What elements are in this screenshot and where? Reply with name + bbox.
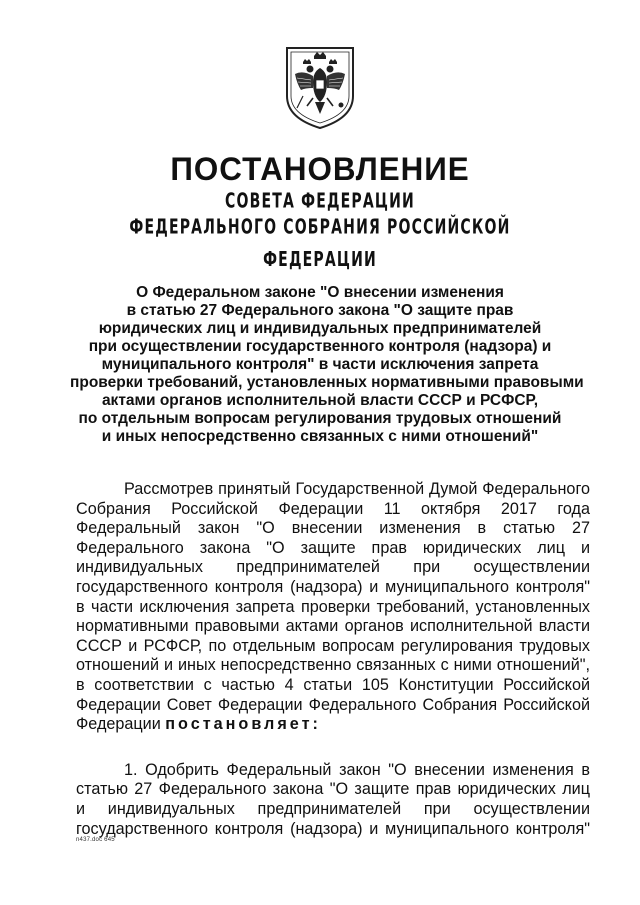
resolution-subject [70, 284, 584, 446]
body-line-final [76, 715, 590, 735]
body-line: статью 27 Федерального закона "О защите прав юридических лиц [76, 780, 590, 799]
coat-of-arms-emblem [283, 44, 357, 130]
double-headed-eagle-icon [283, 44, 357, 130]
preamble-paragraph [76, 480, 590, 735]
subject-line: юридических лиц и индивидуальных предпринимателей [98, 320, 542, 337]
body-line: в части исключения запрета проверки требований, установленных [76, 597, 590, 616]
body-line: Федеральный закон "О внесении изменения в статью 27 [76, 519, 590, 538]
subject-line: при осуществлении государственного контроля (надзора) и [88, 338, 552, 355]
body-line: отношений и иных непосредственно связанных с ними отношений", [76, 656, 590, 675]
subject-line: актами органов исполнительной власти СССР и РСФСР, [101, 392, 539, 409]
subject-line: в статью 27 Федерального закона "О защите прав [126, 302, 514, 319]
body-line: Собрания Российской Федерации 11 октября 2017 года [76, 499, 590, 518]
subject-line: муниципального контроля" в части исключения запрета [101, 356, 539, 373]
subject-line: О Федеральном законе "О внесении изменения [136, 284, 504, 301]
body-line: 1. Одобрить Федеральный закон "О внесении изменения в [124, 760, 590, 779]
body-line: Рассмотрев принятый Государственной Думой Федерального [124, 480, 590, 498]
body-line: индивидуальных предпринимателей при осуществлении [76, 558, 590, 577]
body-line: Федерального закона "О защите прав юридических лиц и [76, 538, 590, 557]
body-line: в соответствии с частью 4 статьи 105 Конституции Российской [76, 675, 590, 694]
clause-1-paragraph [76, 761, 590, 839]
body-line: нормативными правовыми актами органов исполнительной власти [76, 617, 590, 636]
body-line: государственного контроля (надзора) и муниципального контроля" [76, 577, 590, 596]
body-line-prefix: Федерации [76, 715, 166, 734]
file-reference: n437.doc 645 [76, 837, 115, 843]
body-line: и индивидуальных предпринимателей при осуществлении [76, 799, 590, 818]
body-line: СССР и РСФСР, по отдельным вопросам регулирования трудовых [76, 636, 590, 655]
document-header [0, 150, 640, 272]
body-line: государственного контроля (надзора) и муниципального контроля" [76, 819, 590, 838]
subject-line: и иных непосредственно связанных с ними отношений" [101, 428, 539, 445]
resolves-keyword: постановляет: [165, 715, 321, 734]
issuer-line-1: СОВЕТА ФЕДЕРАЦИИ [225, 189, 415, 214]
document-type-title: ПОСТАНОВЛЕНИЕ [170, 151, 470, 187]
issuer-line-2: ФЕДЕРАЛЬНОГО СОБРАНИЯ РОССИЙСКОЙ ФЕДЕРАЦИИ [129, 215, 511, 272]
document-body [76, 480, 590, 839]
body-line: Федерации Совет Федерации Федерального Собрания Российской [76, 695, 590, 714]
subject-line: по отдельным вопросам регулирования трудовых отношений [78, 410, 562, 427]
subject-line: проверки требований, установленных нормативными правовыми [70, 374, 584, 391]
